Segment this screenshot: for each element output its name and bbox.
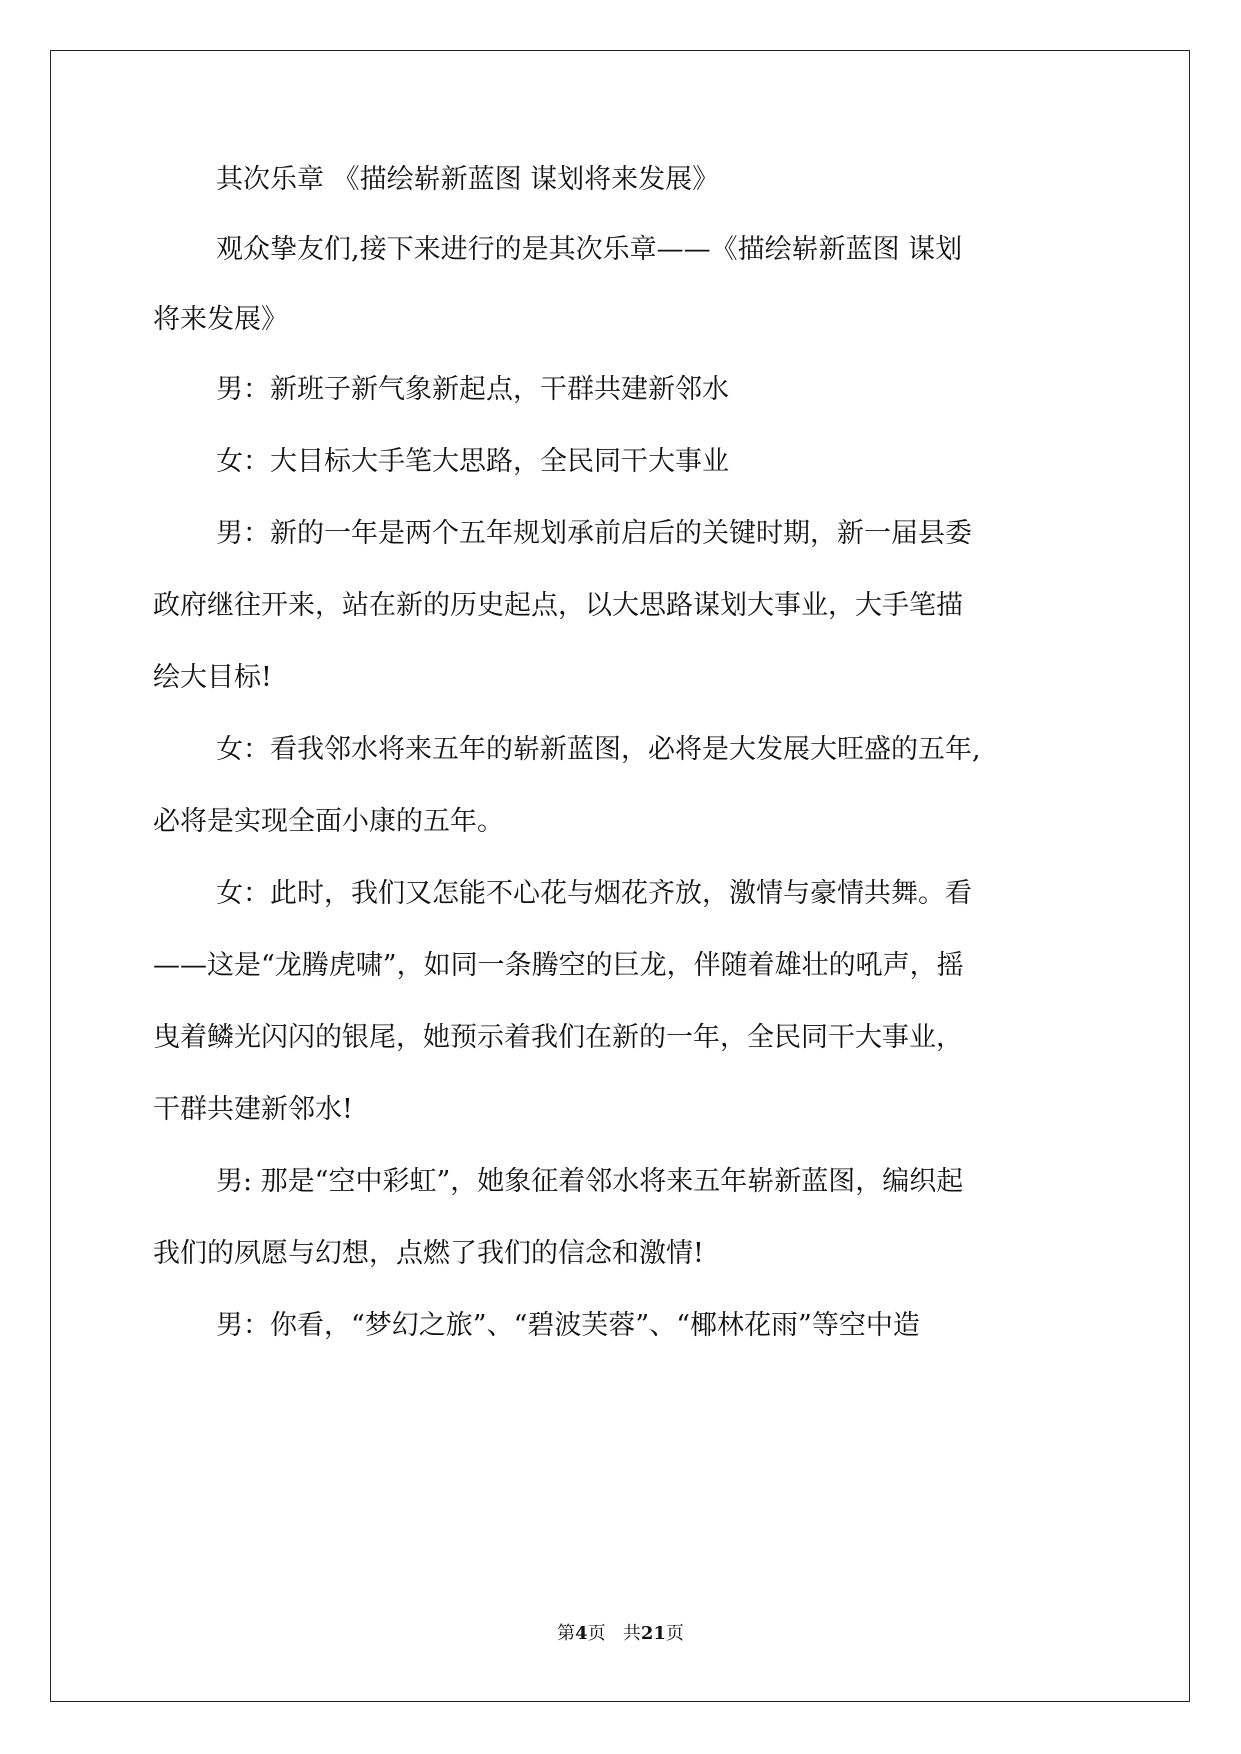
paragraph-line: 女：看我邻水将来五年的崭新蓝图，必将是大发展大旺盛的五年, <box>216 734 981 765</box>
paragraph-line: 政府继往开来，站在新的历史起点，以大思路谋划大事业，大手笔描 <box>153 590 963 621</box>
paragraph-line: 绘大目标! <box>153 662 272 693</box>
paragraph-line: 女：大目标大手笔大思路，全民同干大事业 <box>216 446 729 477</box>
paragraph-line: 男: 那是“空中彩虹”，她象征着邻水将来五年崭新蓝图，编织起 <box>216 1166 964 1197</box>
total-pages: 21 <box>640 1623 666 1644</box>
paragraph-line: 干群共建新邻水! <box>153 1094 353 1125</box>
paragraph-line: 女：此时，我们又怎能不心花与烟花齐放，激情与豪情共舞。看 <box>216 878 972 909</box>
paragraph-line: 男：新班子新气象新起点，干群共建新邻水 <box>216 374 729 405</box>
page-footer <box>0 1622 1241 1646</box>
paragraph-line: 男：新的一年是两个五年规划承前启后的关键时期，新一届县委 <box>216 518 972 549</box>
page-number: 4 <box>575 1623 588 1644</box>
paragraph-line: 男：你看，“梦幻之旅”、“碧波芙蓉”、“椰林花雨”等空中造 <box>216 1310 920 1341</box>
section-heading: 其次乐章 《描绘崭新蓝图 谋划将来发展》 <box>216 164 720 195</box>
paragraph-line: 曳着鳞光闪闪的银尾，她预示着我们在新的一年，全民同干大事业， <box>153 1022 963 1053</box>
footer-total-prefix: 共 <box>622 1623 641 1644</box>
footer-prefix: 第 <box>557 1623 576 1644</box>
paragraph-line: 将来发展》 <box>153 304 288 335</box>
footer-total-suffix: 页 <box>665 1623 684 1644</box>
paragraph-line: 必将是实现全面小康的五年。 <box>153 806 504 837</box>
footer-page-suffix: 页 <box>587 1623 606 1644</box>
paragraph-line: ——这是“龙腾虎啸”，如同一条腾空的巨龙，伴随着雄壮的吼声，摇 <box>153 950 964 981</box>
paragraph-line: 我们的夙愿与幻想，点燃了我们的信念和激情! <box>153 1238 704 1269</box>
paragraph-line: 观众挚友们,接下来进行的是其次乐章——《描绘崭新蓝图 谋划 <box>216 234 963 265</box>
